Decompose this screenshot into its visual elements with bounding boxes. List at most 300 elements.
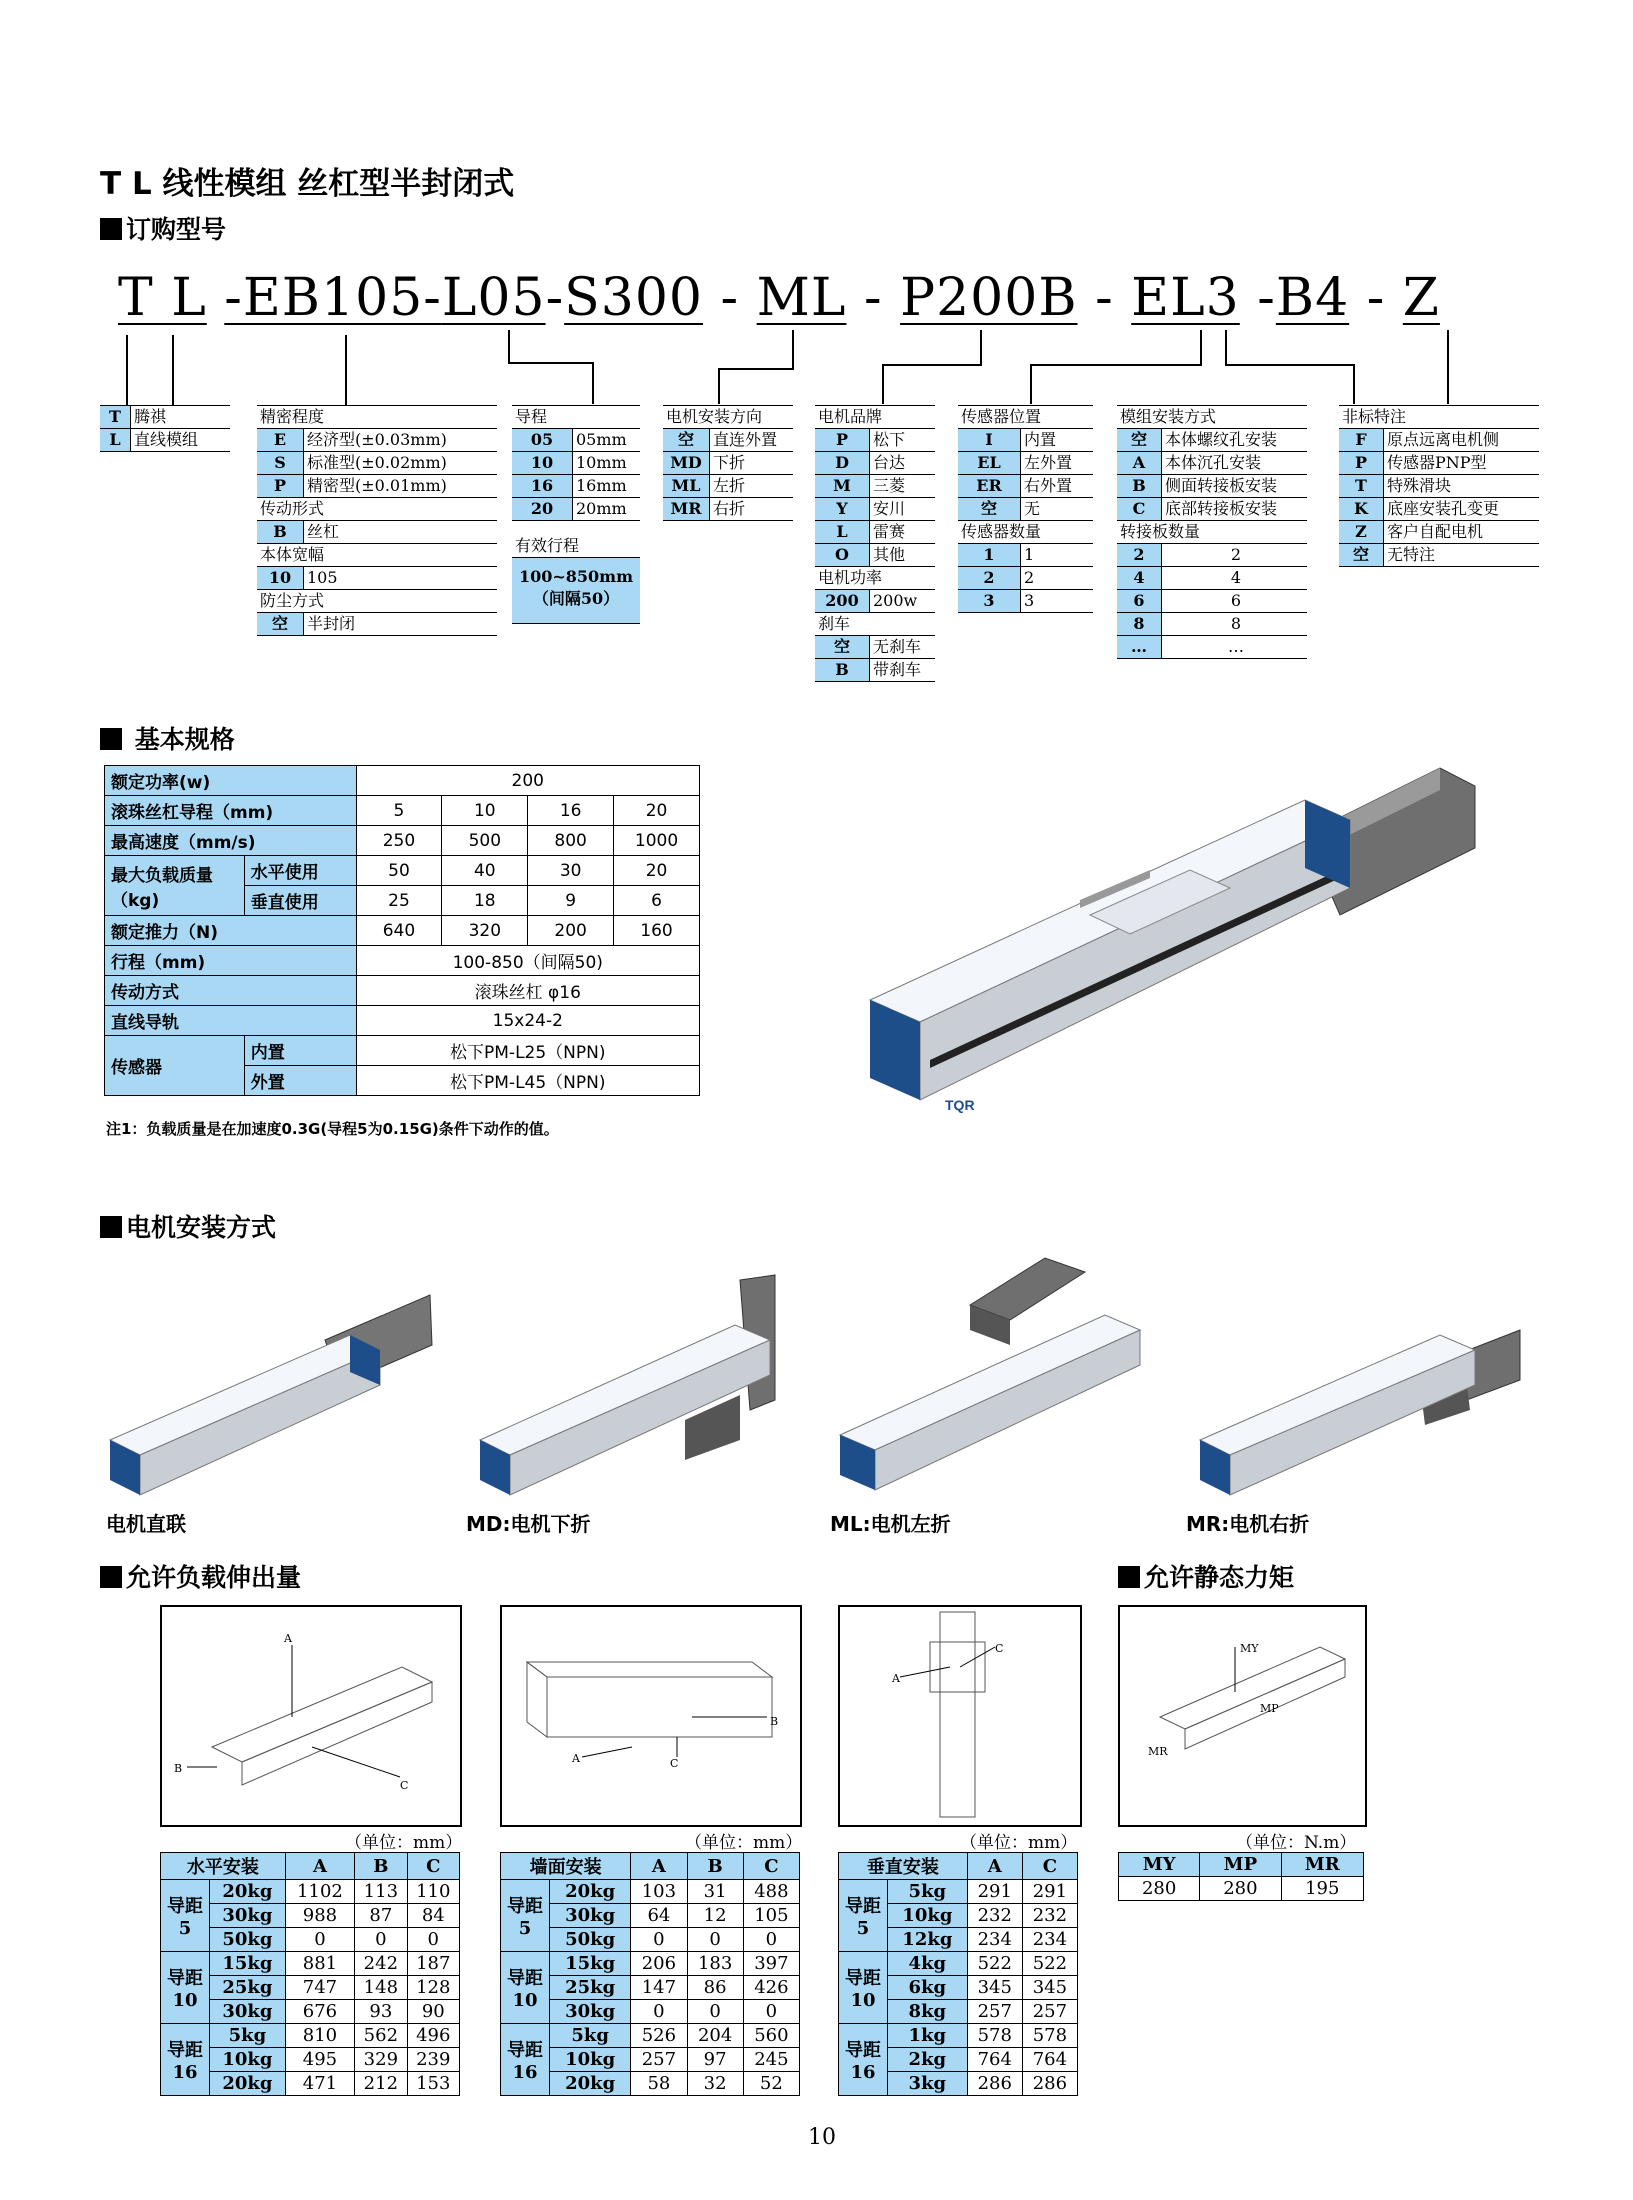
page-number: 10 xyxy=(808,2125,836,2150)
code-cell: L xyxy=(815,521,870,543)
code-cell: 空 xyxy=(257,613,304,635)
model-dash: - xyxy=(1366,268,1386,328)
mount-md-image xyxy=(470,1270,820,1510)
moment-label-mr: MR xyxy=(1148,1745,1168,1758)
load-value: 0 xyxy=(743,1928,799,1952)
load-value: 58 xyxy=(631,2072,687,2096)
code-cell: A xyxy=(1117,452,1162,474)
unit-label: （单位：mm） xyxy=(345,1833,463,1853)
load-weight: 1kg xyxy=(888,2024,968,2048)
option-title: 电机功率 xyxy=(815,567,935,590)
code-cell: Y xyxy=(815,498,870,520)
lead-group-label: 导距 xyxy=(507,2040,543,2061)
load-value: 1102 xyxy=(285,1880,354,1904)
code-cell: 空 xyxy=(958,498,1021,520)
desc-cell: … xyxy=(1228,637,1244,656)
code-cell: 空 xyxy=(815,636,870,658)
load-weight: 4kg xyxy=(888,1952,968,1976)
load-value: 204 xyxy=(687,2024,743,2048)
option-sensor-position xyxy=(958,405,1093,613)
load-value: 110 xyxy=(407,1880,459,1904)
arrow-label-b: B xyxy=(770,1715,779,1728)
load-value: 0 xyxy=(407,1928,459,1952)
load-value: 522 xyxy=(967,1952,1022,1976)
arrow-label-a: A xyxy=(892,1672,900,1685)
desc-cell: 2 xyxy=(1230,545,1242,564)
option-motor-brand xyxy=(815,405,935,682)
code-cell: 8 xyxy=(1117,613,1162,635)
lead-group-label: 导距 xyxy=(845,1968,881,1989)
option-title: 导程 xyxy=(512,406,640,429)
model-part-nonstd: Z xyxy=(1402,268,1440,328)
load-value: 0 xyxy=(631,1928,687,1952)
load-value: 676 xyxy=(285,2000,354,2024)
spec-value: 100-850（间隔50) xyxy=(356,946,699,976)
desc-cell: 3 xyxy=(1024,591,1035,610)
mount-direct-image xyxy=(100,1280,440,1510)
desc-cell: 客户自配电机 xyxy=(1387,522,1484,541)
load-value: 747 xyxy=(285,1976,354,2000)
code-cell: S xyxy=(257,452,304,474)
lead-group-label: 导距 xyxy=(167,1896,203,1917)
code-cell: 4 xyxy=(1117,567,1162,589)
load-weight: 10kg xyxy=(210,2048,286,2072)
load-table xyxy=(838,1852,1078,2096)
load-value: 232 xyxy=(967,1904,1022,1928)
lead-group xyxy=(839,1952,888,2024)
option-title: 电机品牌 xyxy=(815,406,935,429)
lead-group xyxy=(501,2024,550,2096)
moment-label-my: MY xyxy=(1240,1642,1259,1655)
square-bullet-icon xyxy=(100,728,122,750)
load-value: 93 xyxy=(355,2000,407,2024)
mount-caption-mr: MR:电机右折 xyxy=(1186,1512,1310,1536)
order-heading-text: 订购型号 xyxy=(126,215,227,244)
connector-line xyxy=(882,364,982,366)
option-title: 传感器数量 xyxy=(958,521,1093,544)
code-cell: T xyxy=(1339,475,1384,497)
load-value: 234 xyxy=(967,1928,1022,1952)
unit-label: （单位：mm） xyxy=(685,1833,803,1853)
model-part-motor: P200B xyxy=(900,268,1078,328)
spec-label: 滚珠丝杠导程（mm) xyxy=(105,796,357,826)
lead-group-value: 16 xyxy=(850,2062,876,2083)
load-table-header: C xyxy=(407,1853,459,1880)
load-weight: 30kg xyxy=(210,2000,286,2024)
desc-cell: 安川 xyxy=(873,499,906,518)
model-part-eb105: -EB105- xyxy=(224,268,442,328)
code-cell: P xyxy=(257,475,304,497)
moment-value: 195 xyxy=(1281,1877,1364,1901)
order-heading xyxy=(100,210,226,246)
desc-cell: 8 xyxy=(1230,614,1242,633)
load-value: 0 xyxy=(355,1928,407,1952)
connector-line xyxy=(1030,364,1032,404)
desc-cell: 原点远离电机侧 xyxy=(1387,430,1500,449)
mount-caption-md: MD:电机下折 xyxy=(466,1512,591,1536)
lead-group xyxy=(839,2024,888,2096)
square-bullet-icon xyxy=(1118,1566,1140,1588)
load-value: 187 xyxy=(407,1952,459,1976)
option-mount-direction xyxy=(663,405,793,521)
stroke-cell xyxy=(512,558,640,624)
load-value: 103 xyxy=(631,1880,687,1904)
overhang-heading xyxy=(100,1558,301,1594)
lead-group-label: 导距 xyxy=(167,2040,203,2061)
connector-line xyxy=(882,364,884,404)
desc-cell: 底部转接板安装 xyxy=(1165,499,1278,518)
desc-cell: 左外置 xyxy=(1024,453,1073,472)
code-cell: MD xyxy=(663,452,710,474)
load-weight: 20kg xyxy=(210,1880,286,1904)
arrow-label-b: B xyxy=(174,1762,183,1775)
load-value: 0 xyxy=(687,2000,743,2024)
lead-group-value: 10 xyxy=(512,1990,538,2011)
load-value: 90 xyxy=(407,2000,459,2024)
load-table-header: A xyxy=(631,1853,687,1880)
lead-group-label: 导距 xyxy=(845,2040,881,2061)
load-value: 183 xyxy=(687,1952,743,1976)
arrow-label-a: A xyxy=(572,1752,580,1765)
lead-group-value: 10 xyxy=(172,1990,198,2011)
load-table xyxy=(160,1852,460,2096)
load-weight: 5kg xyxy=(210,2024,286,2048)
spec-value: 500 xyxy=(442,826,528,856)
connector-line xyxy=(1225,330,1227,366)
load-weight: 2kg xyxy=(888,2048,968,2072)
desc-cell: 特殊滑块 xyxy=(1387,476,1452,495)
connector-line xyxy=(592,362,594,404)
desc-cell: 无 xyxy=(1024,499,1041,518)
desc-cell: 右折 xyxy=(713,499,746,518)
mount-ml-image xyxy=(830,1250,1180,1510)
code-cell: K xyxy=(1339,498,1384,520)
lead-group-label: 导距 xyxy=(507,1896,543,1917)
model-dash: - xyxy=(863,268,883,328)
spec-value: 20 xyxy=(614,796,700,826)
load-value: 242 xyxy=(355,1952,407,1976)
load-value: 291 xyxy=(967,1880,1022,1904)
load-value: 329 xyxy=(355,2048,407,2072)
code-cell: 200 xyxy=(815,590,870,612)
stroke-value: 100~850mm xyxy=(518,567,634,586)
desc-cell: 三菱 xyxy=(873,476,906,495)
load-value: 97 xyxy=(687,2048,743,2072)
load-value: 153 xyxy=(407,2072,459,2096)
connector-line xyxy=(508,330,510,364)
load-value: 578 xyxy=(967,2024,1022,2048)
unit-label: （单位：N.m） xyxy=(1236,1833,1357,1853)
connector-line xyxy=(718,368,720,404)
code-cell: D xyxy=(815,452,870,474)
load-value: 31 xyxy=(687,1880,743,1904)
code-cell: … xyxy=(1117,636,1162,658)
spec-value: 1000 xyxy=(614,826,700,856)
code-cell: 16 xyxy=(512,475,573,497)
spec-value: 20 xyxy=(614,856,700,886)
code-cell: P xyxy=(815,429,870,451)
code-cell: 20 xyxy=(512,498,573,520)
arrow-label-a: A xyxy=(284,1632,292,1645)
product-image xyxy=(850,760,1490,1160)
desc-cell: 下折 xyxy=(713,453,746,472)
load-value: 0 xyxy=(687,1928,743,1952)
load-weight: 30kg xyxy=(550,2000,631,2024)
load-value: 234 xyxy=(1022,1928,1077,1952)
connector-line xyxy=(1225,364,1355,366)
desc-cell: 传感器PNP型 xyxy=(1387,453,1487,472)
desc-cell: 16mm xyxy=(576,476,627,495)
code-cell: 2 xyxy=(958,567,1021,589)
load-value: 113 xyxy=(355,1880,407,1904)
product-logo: TQR xyxy=(945,1097,975,1113)
desc-cell: 4 xyxy=(1230,568,1242,587)
mount-heading xyxy=(100,1208,276,1244)
connector-line xyxy=(1447,330,1449,404)
mount-mr-image xyxy=(1190,1290,1530,1510)
moment-heading xyxy=(1118,1558,1294,1594)
stroke-note: （间隔50） xyxy=(532,589,620,608)
desc-cell: 直连外置 xyxy=(713,430,778,449)
code-cell: L xyxy=(100,429,131,451)
code-cell: Z xyxy=(1339,521,1384,543)
load-weight: 12kg xyxy=(888,1928,968,1952)
desc-cell: 6 xyxy=(1230,591,1242,610)
lead-group xyxy=(839,1880,888,1952)
option-lead xyxy=(512,405,640,624)
load-value: 286 xyxy=(967,2072,1022,2096)
spec-value: 200 xyxy=(356,766,699,796)
spec-label: 最大负载质量（kg) xyxy=(105,856,245,916)
load-value: 87 xyxy=(355,1904,407,1928)
load-value: 495 xyxy=(285,2048,354,2072)
load-weight: 20kg xyxy=(550,2072,631,2096)
desc-cell: 105 xyxy=(307,568,338,587)
lead-group xyxy=(501,1952,550,2024)
spec-value: 6 xyxy=(614,886,700,916)
option-title: 传动形式 xyxy=(257,498,497,521)
moment-table xyxy=(1118,1852,1364,1901)
connector-line xyxy=(1353,364,1355,404)
page-title: T L 线性模组 丝杠型半封闭式 xyxy=(100,166,515,202)
load-value: 232 xyxy=(1022,1904,1077,1928)
load-weight: 10kg xyxy=(550,2048,631,2072)
load-value: 526 xyxy=(631,2024,687,2048)
code-cell: O xyxy=(815,544,870,566)
code-cell: 空 xyxy=(1339,544,1384,566)
spec-value: 640 xyxy=(356,916,442,946)
spec-value: 16 xyxy=(528,796,614,826)
spec-label: 额定推力（N) xyxy=(105,916,357,946)
load-value: 578 xyxy=(1022,2024,1077,2048)
option-precision xyxy=(257,405,497,636)
load-table-header: B xyxy=(687,1853,743,1880)
desc-cell: 带刹车 xyxy=(873,660,922,679)
option-nonstandard xyxy=(1339,405,1539,567)
code-cell: ML xyxy=(663,475,710,497)
desc-cell: 内置 xyxy=(1024,430,1057,449)
spec-value: 松下PM-L25（NPN) xyxy=(356,1036,699,1066)
desc-cell: 05mm xyxy=(576,430,627,449)
horizontal-diagram xyxy=(160,1605,462,1827)
code-cell: 10 xyxy=(257,567,304,589)
load-value: 245 xyxy=(743,2048,799,2072)
load-value: 810 xyxy=(285,2024,354,2048)
option-title: 转接板数量 xyxy=(1117,521,1307,544)
arrow-label-c: C xyxy=(670,1757,679,1770)
code-cell: M xyxy=(815,475,870,497)
moment-value: 280 xyxy=(1119,1877,1200,1901)
load-value: 257 xyxy=(631,2048,687,2072)
desc-cell: 精密型(±0.01mm) xyxy=(307,476,447,495)
spec-value: 18 xyxy=(442,886,528,916)
load-table-header: A xyxy=(967,1853,1022,1880)
load-value: 560 xyxy=(743,2024,799,2048)
desc-cell: 直线模组 xyxy=(134,430,199,449)
load-value: 488 xyxy=(743,1880,799,1904)
spec-value: 160 xyxy=(614,916,700,946)
lead-group-label: 导距 xyxy=(845,1896,881,1917)
model-dash: - xyxy=(1257,268,1276,328)
code-cell: B xyxy=(815,659,870,681)
spec-note: 注1：负载质量是在加速度0.3G(导程5为0.15G)条件下动作的值。 xyxy=(106,1120,559,1138)
spec-value: 5 xyxy=(356,796,442,826)
mount-heading-text: 电机安装方式 xyxy=(126,1213,277,1242)
option-title: 模组安装方式 xyxy=(1117,406,1307,429)
load-weight: 5kg xyxy=(888,1880,968,1904)
spec-label: 最高速度（mm/s) xyxy=(105,826,357,856)
lead-group xyxy=(161,1952,210,2024)
load-value: 105 xyxy=(743,1904,799,1928)
model-dash: - xyxy=(545,268,565,328)
load-value: 64 xyxy=(631,1904,687,1928)
code-cell: 10 xyxy=(512,452,573,474)
option-title: 本体宽幅 xyxy=(257,544,497,567)
mount-caption-ml: ML:电机左折 xyxy=(830,1512,951,1536)
desc-cell: 本体沉孔安装 xyxy=(1165,453,1262,472)
load-weight: 30kg xyxy=(550,1904,631,1928)
lead-group-value: 5 xyxy=(178,1918,192,1939)
spec-value: 9 xyxy=(528,886,614,916)
load-weight: 20kg xyxy=(210,2072,286,2096)
connector-line xyxy=(792,330,794,370)
spec-value: 松下PM-L45（NPN) xyxy=(356,1066,699,1096)
load-value: 764 xyxy=(1022,2048,1077,2072)
connector-line xyxy=(508,362,593,364)
load-weight: 30kg xyxy=(210,1904,286,1928)
spec-value: 250 xyxy=(356,826,442,856)
code-cell: T xyxy=(100,406,131,428)
desc-cell: 半封闭 xyxy=(307,614,356,633)
load-weight: 50kg xyxy=(550,1928,631,1952)
lead-group-value: 5 xyxy=(518,1918,532,1939)
load-value: 764 xyxy=(967,2048,1022,2072)
load-value: 291 xyxy=(1022,1880,1077,1904)
code-cell: MR xyxy=(663,498,710,520)
desc-cell: 200w xyxy=(873,591,918,610)
option-title: 刹车 xyxy=(815,613,935,636)
desc-cell: 本体螺纹孔安装 xyxy=(1165,430,1278,449)
spec-value: 滚珠丝杠 φ16 xyxy=(356,976,699,1006)
option-title: 防尘方式 xyxy=(257,590,497,613)
lead-group-value: 16 xyxy=(172,2062,198,2083)
load-weight: 10kg xyxy=(888,1904,968,1928)
spec-label: 外置 xyxy=(244,1066,356,1096)
code-cell: 3 xyxy=(958,590,1021,612)
option-brand xyxy=(100,405,230,452)
moment-value: 280 xyxy=(1200,1877,1281,1901)
overhang-heading-text: 允许负载伸出量 xyxy=(126,1563,302,1592)
load-value: 496 xyxy=(407,2024,459,2048)
desc-cell: 标准型(±0.02mm) xyxy=(307,453,447,472)
load-weight: 6kg xyxy=(888,1976,968,2000)
load-value: 397 xyxy=(743,1952,799,1976)
spec-value: 30 xyxy=(528,856,614,886)
load-value: 426 xyxy=(743,1976,799,2000)
load-value: 0 xyxy=(285,1928,354,1952)
load-weight: 25kg xyxy=(550,1976,631,2000)
spec-label: 传动方式 xyxy=(105,976,357,1006)
code-cell: 6 xyxy=(1117,590,1162,612)
load-value: 988 xyxy=(285,1904,354,1928)
square-bullet-icon xyxy=(100,1216,122,1238)
load-weight: 20kg xyxy=(550,1880,631,1904)
load-table-header: A xyxy=(285,1853,354,1880)
vertical-diagram xyxy=(838,1605,1082,1827)
load-value: 0 xyxy=(743,2000,799,2024)
load-value: 206 xyxy=(631,1952,687,1976)
load-table-title: 水平安装 xyxy=(161,1853,286,1880)
square-bullet-icon xyxy=(100,218,122,240)
connector-line xyxy=(718,368,794,370)
code-cell: 空 xyxy=(1117,429,1162,451)
code-cell: B xyxy=(1117,475,1162,497)
spec-value: 200 xyxy=(528,916,614,946)
moment-label-mp: MP xyxy=(1260,1702,1279,1715)
load-value: 12 xyxy=(687,1904,743,1928)
code-cell: B xyxy=(257,521,304,543)
connector-line xyxy=(126,335,128,405)
code-cell: I xyxy=(958,429,1021,451)
load-value: 0 xyxy=(631,2000,687,2024)
load-value: 84 xyxy=(407,1904,459,1928)
load-value: 147 xyxy=(631,1976,687,2000)
option-title: 电机安装方向 xyxy=(663,406,793,429)
spec-label: 行程（mm) xyxy=(105,946,357,976)
arrow-label-c: C xyxy=(995,1642,1004,1655)
spec-value: 40 xyxy=(442,856,528,886)
lead-group xyxy=(501,1880,550,1952)
load-weight: 15kg xyxy=(210,1952,286,1976)
option-title: 传感器位置 xyxy=(958,406,1093,429)
option-title: 有效行程 xyxy=(512,535,640,558)
load-value: 52 xyxy=(743,2072,799,2096)
model-part-sensor: EL3 xyxy=(1131,268,1240,328)
connector-line xyxy=(172,335,174,405)
mount-caption-direct: 电机直联 xyxy=(106,1512,186,1536)
option-title: 精密程度 xyxy=(257,406,497,429)
lead-group-label: 导距 xyxy=(507,1968,543,1989)
lead-group-value: 16 xyxy=(512,2062,538,2083)
code-cell: 2 xyxy=(1117,544,1162,566)
spec-heading-text: 基本规格 xyxy=(134,725,235,754)
code-cell: C xyxy=(1117,498,1162,520)
desc-cell: 2 xyxy=(1024,568,1035,587)
desc-cell: 10mm xyxy=(576,453,627,472)
load-table-title: 墙面安装 xyxy=(501,1853,631,1880)
model-dash: - xyxy=(720,268,740,328)
desc-cell: 20mm xyxy=(576,499,627,518)
